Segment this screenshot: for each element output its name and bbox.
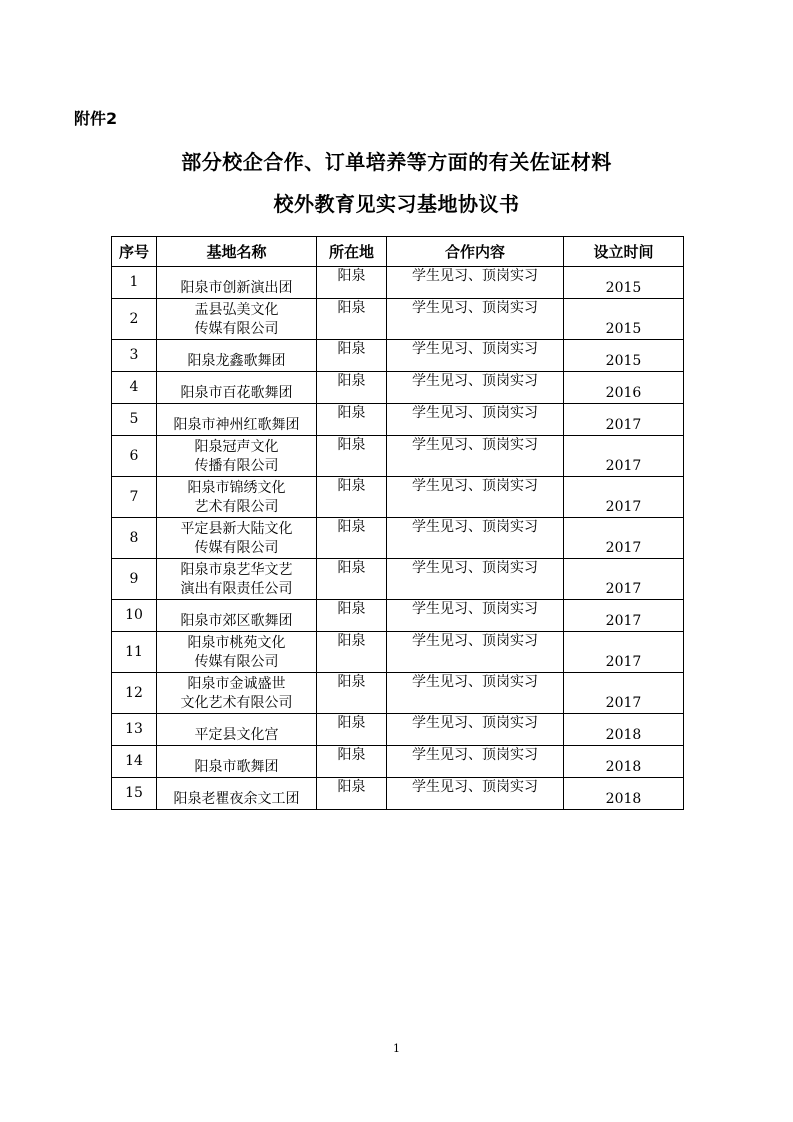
cell-name-line: 传媒有限公司 <box>194 654 279 670</box>
cell-name-line: 阳泉市金诚盛世 <box>187 676 286 692</box>
cell-year: 2015 <box>564 340 684 372</box>
cell-name-line: 阳泉市歌舞团 <box>194 759 279 775</box>
cell-no: 9 <box>112 559 157 600</box>
cell-no: 11 <box>112 632 157 673</box>
table-row <box>112 477 684 518</box>
cell-name <box>157 746 317 778</box>
cell-location: 阳泉 <box>317 299 387 340</box>
cell-year: 2017 <box>564 436 684 477</box>
table-row <box>112 746 684 778</box>
cell-content: 学生见习、顶岗实习 <box>387 714 564 746</box>
cell-content: 学生见习、顶岗实习 <box>387 299 564 340</box>
table-body <box>112 267 684 810</box>
document-subtitle: 校外教育见实习基地协议书 <box>273 192 520 216</box>
header-year: 设立时间 <box>564 237 684 267</box>
cell-name-line: 盂县弘美文化 <box>194 302 279 318</box>
cell-no: 2 <box>112 299 157 340</box>
cell-content: 学生见习、顶岗实习 <box>387 436 564 477</box>
cell-no: 15 <box>112 778 157 810</box>
cell-name-line: 阳泉市创新演出团 <box>180 280 293 296</box>
cell-location: 阳泉 <box>317 518 387 559</box>
base-list-table <box>111 236 684 810</box>
table-row <box>112 518 684 559</box>
cell-content: 学生见习、顶岗实习 <box>387 746 564 778</box>
table-row <box>112 632 684 673</box>
cell-location: 阳泉 <box>317 436 387 477</box>
cell-year: 2017 <box>564 632 684 673</box>
cell-no: 5 <box>112 404 157 436</box>
cell-content: 学生见习、顶岗实习 <box>387 778 564 810</box>
cell-name-line: 传播有限公司 <box>194 458 279 474</box>
cell-location: 阳泉 <box>317 372 387 404</box>
cell-location: 阳泉 <box>317 632 387 673</box>
header-content: 合作内容 <box>387 237 564 267</box>
cell-name-line: 阳泉冠声文化 <box>194 439 279 455</box>
cell-year: 2015 <box>564 299 684 340</box>
cell-name-line: 阳泉市郊区歌舞团 <box>180 613 293 629</box>
cell-location: 阳泉 <box>317 600 387 632</box>
cell-content: 学生见习、顶岗实习 <box>387 632 564 673</box>
table-row <box>112 778 684 810</box>
cell-content: 学生见习、顶岗实习 <box>387 518 564 559</box>
cell-location: 阳泉 <box>317 340 387 372</box>
cell-year: 2017 <box>564 518 684 559</box>
cell-year: 2017 <box>564 673 684 714</box>
cell-name-line: 阳泉老瞿夜余文工团 <box>173 791 300 807</box>
cell-name-line: 阳泉市锦绣文化 <box>187 480 286 496</box>
cell-year: 2015 <box>564 267 684 299</box>
table-header-row <box>112 237 684 267</box>
table-row <box>112 299 684 340</box>
table-row <box>112 372 684 404</box>
cell-name <box>157 436 317 477</box>
cell-name <box>157 559 317 600</box>
cell-name <box>157 477 317 518</box>
cell-name <box>157 372 317 404</box>
cell-name <box>157 778 317 810</box>
cell-no: 7 <box>112 477 157 518</box>
cell-no: 4 <box>112 372 157 404</box>
document-title: 部分校企合作、订单培养等方面的有关佐证材料 <box>181 150 612 174</box>
cell-year: 2017 <box>564 600 684 632</box>
cell-no: 12 <box>112 673 157 714</box>
table-row <box>112 404 684 436</box>
cell-location: 阳泉 <box>317 477 387 518</box>
cell-content: 学生见习、顶岗实习 <box>387 267 564 299</box>
cell-no: 13 <box>112 714 157 746</box>
cell-name <box>157 404 317 436</box>
cell-location: 阳泉 <box>317 746 387 778</box>
page-number: 1 <box>393 1042 400 1055</box>
cell-name <box>157 518 317 559</box>
cell-content: 学生见习、顶岗实习 <box>387 372 564 404</box>
cell-year: 2016 <box>564 372 684 404</box>
cell-name <box>157 340 317 372</box>
header-no: 序号 <box>112 237 157 267</box>
cell-name-line: 传媒有限公司 <box>194 321 279 337</box>
cell-name-line: 平定县新大陆文化 <box>180 521 293 537</box>
header-location: 所在地 <box>317 237 387 267</box>
cell-no: 6 <box>112 436 157 477</box>
cell-year: 2017 <box>564 404 684 436</box>
cell-year: 2018 <box>564 746 684 778</box>
cell-no: 14 <box>112 746 157 778</box>
cell-no: 8 <box>112 518 157 559</box>
cell-no: 3 <box>112 340 157 372</box>
cell-name <box>157 714 317 746</box>
cell-name <box>157 632 317 673</box>
cell-no: 1 <box>112 267 157 299</box>
header-name: 基地名称 <box>157 237 317 267</box>
cell-content: 学生见习、顶岗实习 <box>387 477 564 518</box>
table-row <box>112 559 684 600</box>
cell-year: 2018 <box>564 778 684 810</box>
cell-name-line: 文化艺术有限公司 <box>180 695 293 711</box>
cell-year: 2017 <box>564 477 684 518</box>
table-row <box>112 714 684 746</box>
cell-no: 10 <box>112 600 157 632</box>
cell-name-line: 艺术有限公司 <box>194 499 279 515</box>
cell-year: 2018 <box>564 714 684 746</box>
cell-content: 学生见习、顶岗实习 <box>387 559 564 600</box>
cell-content: 学生见习、顶岗实习 <box>387 673 564 714</box>
cell-name-line: 阳泉市神州红歌舞团 <box>173 417 300 433</box>
table-row <box>112 600 684 632</box>
cell-location: 阳泉 <box>317 267 387 299</box>
table-row <box>112 673 684 714</box>
cell-name-line: 阳泉市泉艺华文艺 <box>180 562 293 578</box>
cell-name-line: 平定县文化宫 <box>194 727 279 743</box>
table-row <box>112 340 684 372</box>
cell-content: 学生见习、顶岗实习 <box>387 340 564 372</box>
table-row <box>112 267 684 299</box>
cell-name <box>157 267 317 299</box>
cell-content: 学生见习、顶岗实习 <box>387 600 564 632</box>
cell-name-line: 阳泉市百花歌舞团 <box>180 385 293 401</box>
cell-name-line: 传媒有限公司 <box>194 540 279 556</box>
table-row <box>112 436 684 477</box>
cell-year: 2017 <box>564 559 684 600</box>
cell-location: 阳泉 <box>317 404 387 436</box>
cell-name <box>157 600 317 632</box>
cell-name-line: 阳泉龙鑫歌舞团 <box>187 353 286 369</box>
cell-content: 学生见习、顶岗实习 <box>387 404 564 436</box>
attachment-label: 附件2 <box>74 109 118 128</box>
cell-name-line: 演出有限责任公司 <box>180 581 293 597</box>
cell-location: 阳泉 <box>317 559 387 600</box>
cell-name <box>157 299 317 340</box>
cell-location: 阳泉 <box>317 714 387 746</box>
cell-name <box>157 673 317 714</box>
cell-location: 阳泉 <box>317 778 387 810</box>
cell-name-line: 阳泉市桃苑文化 <box>187 635 286 651</box>
cell-location: 阳泉 <box>317 673 387 714</box>
